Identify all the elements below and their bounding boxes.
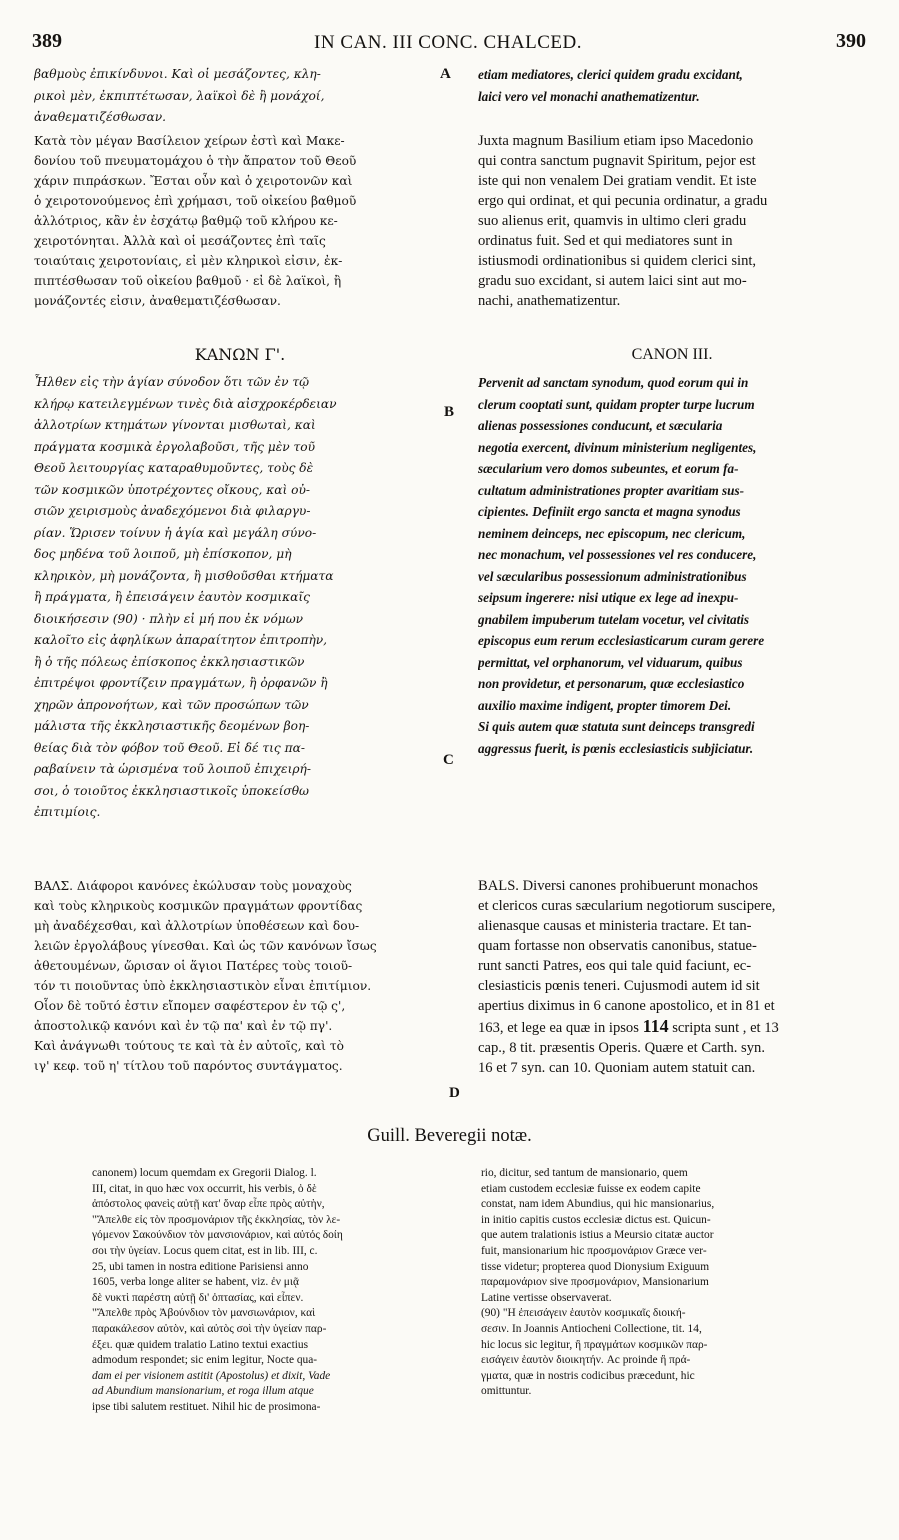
text-line: alienas possessiones conducunt, et sæcularia [478, 418, 723, 433]
note-line: σοι τὴν ὑγείαν. Locus quem citat, est in lib. III, c. [92, 1244, 318, 1257]
margin-marker-c: C [443, 752, 454, 768]
text-line: qui contra sanctum pugnavit Spiritum, pejor est [478, 153, 756, 169]
text-line: ordinatus fuit. Sed et qui mediatores sunt in [478, 233, 733, 249]
notes-right-column [481, 1166, 869, 1400]
note-line: admodum respondet; sic enim legitur, Nocte qua- [92, 1354, 318, 1367]
text-line: neminem deinceps, nec episcopum, nec clericum, [478, 525, 746, 541]
text-line: Si quis autem quæ statuta sunt deinceps transgredi [478, 719, 755, 734]
text-line: λειῶν ἐργολάβους γίνεσθαι. Καὶ ὡς τῶν κανόνων ἴσως [34, 939, 377, 953]
latin-top-fragment [478, 64, 866, 107]
text-fragment: 163, et lege ea quæ in ipsos [478, 1020, 639, 1036]
text-line: κληρικὸν, μὴ μονάζοντα, ἢ μισθοῦσθαι κτήματα [34, 568, 334, 583]
note-line: etiam custodem ecclesiæ fuisse ex eodem capite [481, 1182, 701, 1195]
note-line: constat, nam idem Abundius, qui hic mansionarius, [481, 1198, 715, 1211]
text-line: καλοῖτο εἰς ἀφηλίκων ἀπαραίτητον ἐπιτροπὴν, [34, 633, 328, 647]
text-line: quam fortasse non observatis canonibus, statue- [478, 938, 757, 954]
greek-basil-paragraph [34, 131, 446, 311]
text-line: δος μηδένα τοῦ λοιποῦ, μὴ ἐπίσκοπον, μὴ [34, 547, 292, 561]
text-line: 16 et 7 syn. can 10. Quoniam autem statuit can. [478, 1060, 756, 1076]
note-line: παραμονάριον sive προσμονάριον, Mansionarium [481, 1276, 709, 1289]
note-line: fuit, mansionarium hic προσμονάριον Græce ver- [481, 1244, 707, 1257]
notes-section-title: Guill. Beveregii notæ. [367, 1126, 532, 1146]
text-line: τῶν κοσμικῶν ὑποτρέχοντες οἴκους, καὶ οὐ- [34, 482, 311, 497]
text-line: ραβαίνειν τὰ ὡρισμένα τοῦ λοιποῦ ἐπιχειρή- [34, 762, 311, 776]
running-title: IN CAN. III CONC. CHALCED. [314, 32, 582, 53]
text-line: σοι, ὁ τοιοῦτος ἐκκλησιαστικοῖς ὑποκείσθω [34, 783, 309, 798]
greek-top-fragment [34, 64, 446, 129]
text-line: πράγματα κοσμικὰ ἐργολαβοῦσι, τῆς μὲν τοῦ [34, 439, 316, 454]
text-line: μάλιστα τῆς ἐκκλησιαστικῆς δεομένων βοη- [34, 719, 310, 733]
text-line: Juxta magnum Basilium etiam ipso Macedonio [478, 133, 754, 149]
text-line [478, 1016, 866, 1038]
note-line: que autem tralationis istius a Meursio citatæ auctor [481, 1229, 714, 1242]
text-fragment: scripta sunt , et 13 [668, 1020, 779, 1036]
text-line: ἀλλοτρίων κτημάτων γίνονται μισθωταὶ, καὶ [34, 418, 316, 432]
text-line: etiam mediatores, clerici quidem gradu excidant, [478, 67, 743, 82]
note-line: ipse tibi salutem restituet. Nihil hic de prosimona- [92, 1400, 321, 1413]
text-line: iste qui non venalem Dei gratiam vendit. Et iste [478, 173, 757, 189]
note-line: canonem) locum quemdam ex Gregorii Dialog. l. [92, 1167, 317, 1179]
note-line: tisse videtur; propterea quod Dionysium Exiguum [481, 1260, 710, 1273]
text-line: μὴ ἀναδέχεσθαι, καὶ ἀλλοτρίων ὑποθέσεων καὶ δου- [34, 919, 360, 933]
text-line: ΒΑΛΣ. Διάφοροι κανόνες ἐκώλυσαν τοὺς μοναχοὺς [34, 879, 352, 893]
note-line: 25, ubi tamen in nostra editione Parisiensi anno [92, 1260, 309, 1273]
text-line: βαθμοὺς ἐπικίνδυνοι. Καὶ οἱ μεσάζοντες, κλη- [34, 67, 321, 81]
text-line: ἢ πράγματα, ἢ ἐπεισάγειν ἑαυτὸν κοσμικαῖς [34, 590, 310, 604]
text-line: ρίαν. Ὥρισεν τοίνυν ἡ ἁγία καὶ μεγάλη σύνο- [34, 525, 317, 540]
text-line: χειροτόνηται. Ἀλλὰ καὶ οἱ μεσάζοντες ἐπὶ ταῖς [34, 234, 326, 248]
text-line: laici vero vel monachi anathematizentur. [478, 88, 700, 104]
text-line: ἀθετουμένων, ὥρισαν οἱ ἅγιοι Πατέρες τοὺς τοιοῦ- [34, 959, 353, 973]
note-line: "Ἄπελθε εἰς τὸν προσμονάριον τῆς ἐκκλησίας, τὸν λε- [92, 1213, 341, 1226]
note-line: παρακάλεσον αὐτὸν, καὶ αὐτὸς σοὶ τὴν ὑγείαν παρ- [92, 1322, 327, 1335]
greek-canon-text [34, 372, 446, 824]
text-line: Οἷον δὲ τοῦτό ἐστιν εἴπομεν σαφέστερον ἐν τῷ ς', [34, 999, 346, 1013]
text-line: πιπτέσθωσαν τοῦ οἰκείου βαθμοῦ · εἰ δὲ λαϊκοὶ, ἢ [34, 274, 342, 288]
text-line: ρικοὶ μὲν, ἐκπιπτέτωσαν, λαϊκοὶ δὲ ἢ μονάχοί, [34, 88, 325, 103]
note-line: in initio capitis custos ecclesiæ dictus est. Quicun- [481, 1213, 711, 1226]
text-line: alienasque causas et ministeria tractare. Et tan- [478, 918, 752, 934]
text-line: ergo qui ordinat, et qui pecunia ordinatur, a gradu [478, 193, 768, 209]
text-line: χάριν πιπράσκων. Ἔσται οὖν καὶ ὁ χειροτονῶν καὶ [34, 174, 353, 188]
text-line: negotia exercent, divinum ministerium negligentes, [478, 439, 757, 455]
text-line: ἀναθεματιζέσθωσαν. [34, 110, 166, 124]
text-line: Θεοῦ λειτουργίας καταραθυμοῦντες, τοὺς δὲ [34, 461, 314, 475]
note-line: dam ei per visionem astitit (Apostolus) et dixit, Vade [92, 1369, 331, 1382]
text-line: cipientes. Definiit ergo sancta et magna synodus [478, 504, 741, 519]
note-line: rio, dicitur, sed tantum de mansionario, quem [481, 1167, 688, 1179]
text-line: vel sæcularibus possessionum administrationibus [478, 568, 747, 584]
text-line: cap., 8 tit. præsentis Operis. Quære et Carth. syn. [478, 1040, 765, 1056]
notes-left-column [92, 1166, 474, 1416]
note-line: ad Abundium mansionarium, et roga illum atque [92, 1385, 314, 1398]
text-line: gradu suo excidant, si autem laici sint aut mo- [478, 273, 747, 289]
text-line: gnabilem impuberum tutelam vocetur, vel civitatis [478, 611, 750, 627]
text-line: ἀλλότριος, κἂν ἐν ἐσχάτῳ βαθμῷ τοῦ κλήρου κε- [34, 214, 338, 228]
note-line: εισάγειν ἑαυτὸν διοικητήν. Ac proinde ἢ πρά- [481, 1354, 691, 1367]
text-line: clesiasticis pœnis teneri. Cujusmodi autem id sit [478, 978, 760, 994]
text-line: κλήρῳ κατειλεγμένων τινὲς διὰ αἰσχροκέρδειαν [34, 396, 337, 411]
page-header [30, 30, 866, 58]
bold-numeral: 114 [642, 1016, 669, 1036]
text-line: nachi, anathematizentur. [478, 293, 621, 309]
latin-basil-paragraph [478, 131, 866, 311]
text-line: episcopus eum rerum ecclesiasticarum curam gerere [478, 633, 765, 648]
text-line: ἢ ὁ τῆς πόλεως ἐπίσκοπος ἐκκλησιαστικῶν [34, 654, 305, 669]
text-line: μονάζοντές εἰσιν, ἀναθεματιζέσθωσαν. [34, 294, 281, 308]
text-line: ἀποστολικῷ κανόνι καὶ ἐν τῷ πα' καὶ ἐν τῷ πγ'. [34, 1019, 333, 1033]
note-line: ἀπόστολος φανεὶς αὐτῇ κατ' ὄναρ εἶπε πρὸς αὐτὴν, [92, 1198, 325, 1211]
text-line: Ἦλθεν εἰς τὴν ἁγίαν σύνοδον ὅτι τῶν ἐν τῷ [34, 375, 310, 389]
note-line: III, citat, in quo hæc vox occurrit, his verbis, ὁ δὲ [92, 1182, 317, 1195]
text-line: ἐπιτρέψοι φροντίζειν πραγμάτων, ἢ ὀρφανῶν ἢ [34, 676, 328, 690]
page-number-right: 390 [836, 30, 866, 52]
note-line: έξει. quæ quidem tralatio Latino textui exactius [92, 1338, 309, 1351]
text-line: sæcularium vero domos subeuntes, et eorum fa- [478, 461, 739, 476]
text-line: istiusmodi ordinationibus si quidem clerici sint, [478, 253, 757, 269]
text-line: σιῶν χειρισμοὺς ἀναδεχόμενοι διὰ φιλαργυ- [34, 504, 311, 518]
text-line: Καὶ ἀνάγνωθι τούτους τε καὶ τὰ ἐν αὐτοῖς, καὶ τὸ [34, 1039, 344, 1053]
text-line: Pervenit ad sanctam synodum, quod eorum qui in [478, 375, 749, 390]
text-line: et clericos curas sæcularium negotiorum suscipere, [478, 898, 776, 914]
text-line: ὁ χειροτονούμενος ἐπὶ χρήμασι, τοῦ οἰκείου βαθμοῦ [34, 194, 357, 208]
text-line: Κατὰ τὸν μέγαν Βασίλειον χείρων ἐστὶ καὶ Μακε- [34, 134, 345, 148]
note-line: omittuntur. [481, 1385, 532, 1398]
margin-marker-a: A [440, 66, 451, 82]
note-line: γματα, quæ in nostris codicibus præcedunt, hic [481, 1369, 695, 1382]
text-line: nec monachum, vel possessiones vel res conducere, [478, 547, 757, 562]
note-line: Latine vertisse observaverat. [481, 1291, 612, 1304]
text-line: permittat, vel orphanorum, vel viduarum, quibus [478, 654, 743, 670]
text-line: ιγ' κεφ. τοῦ η' τίτλου τοῦ παρόντος συντάγματος. [34, 1059, 343, 1073]
note-line: "Ἄπελθε πρὸς Ἀβούνδιον τὸν μανσιωνάριον, καὶ [92, 1307, 316, 1320]
text-line: suo alienus erit, quamvis in ultimo cleri gradu [478, 213, 747, 229]
latin-canon-text [478, 372, 866, 759]
canon-heading-latin: CANON III. [631, 346, 713, 363]
text-line: aggressus fuerit, is pœnis ecclesiasticis subjiciatur. [478, 740, 754, 756]
text-line: θείας διὰ τὸν φόβον τοῦ Θεοῦ. Εἰ δέ τις πα- [34, 740, 305, 755]
text-line: δονίου τοῦ πνευματομάχου ὁ τὴν ἄπρατον τοῦ Θεοῦ [34, 154, 357, 168]
text-line: BALS. Diversi canones prohibuerunt monachos [478, 878, 759, 894]
note-line: γόμενον Σακούνδιον τὸν μανσιονάριον, καὶ αὐτός δοίη [92, 1229, 343, 1242]
text-line: apertius diximus in 6 canone apostolico, et in 81 et [478, 998, 775, 1014]
page-number-left: 389 [32, 30, 62, 52]
note-line: σεσιν. In Joannis Antiocheni Collectione, tit. 14, [481, 1322, 702, 1335]
text-line: cultatum administrationes propter avaritiam sus- [478, 482, 744, 498]
note-line: (90) "Η ἐπεισάγειν ἑαυτὸν κοσμικαῖς διοική- [481, 1307, 686, 1320]
text-line: καὶ τοὺς κληρικοὺς κοσμικῶν πραγμάτων φροντίδας [34, 899, 363, 913]
latin-balsamon-commentary [478, 876, 866, 1078]
note-line: δὲ νυκτὶ παρέστη αὐτῇ δι' ὀπτασίας, καὶ εἶπεν. [92, 1291, 304, 1304]
canon-heading-greek: ΚΑΝΩΝ Γ'. [194, 345, 286, 364]
text-line: non providetur, et personarum, quæ ecclesiastico [478, 676, 745, 691]
text-line: χηρῶν ἀπρονοήτων, καὶ τῶν προσώπων τῶν [34, 697, 309, 712]
text-line: τόν τι ποιοῦντας ὑπὸ ἐκκλησιαστικὸν εἶναι ἐπιτίμιον. [34, 979, 372, 993]
text-line: clerum cooptati sunt, quidam propter turpe lucrum [478, 396, 755, 412]
margin-marker-d: D [449, 1085, 460, 1101]
text-line: τοιαύταις χειροτονίαις, εἰ μὲν κληρικοὶ εἰσιν, ἐκ- [34, 254, 343, 268]
text-line: ἐπιτιμίοις. [34, 805, 101, 819]
text-line: auxilio maxime indigent, propter timorem Dei. [478, 697, 732, 713]
note-line: hic locus sic legitur, ἢ πραγμάτων κοσμικῶν παρ- [481, 1338, 708, 1351]
text-line: seipsum ingerere: nisi utique ex lege ad inexpu- [478, 590, 739, 605]
note-line: 1605, verba longe aliter se habent, viz. ἐν μιᾷ [92, 1276, 299, 1289]
margin-marker-b: B [444, 404, 455, 420]
text-line: runt sancti Patres, eos qui tale quid faciunt, ec- [478, 958, 752, 974]
greek-balsamon-commentary [34, 876, 446, 1076]
text-line: διοικήσεσιν (90) · πλὴν εἰ μή που ἐκ νόμων [34, 611, 304, 626]
